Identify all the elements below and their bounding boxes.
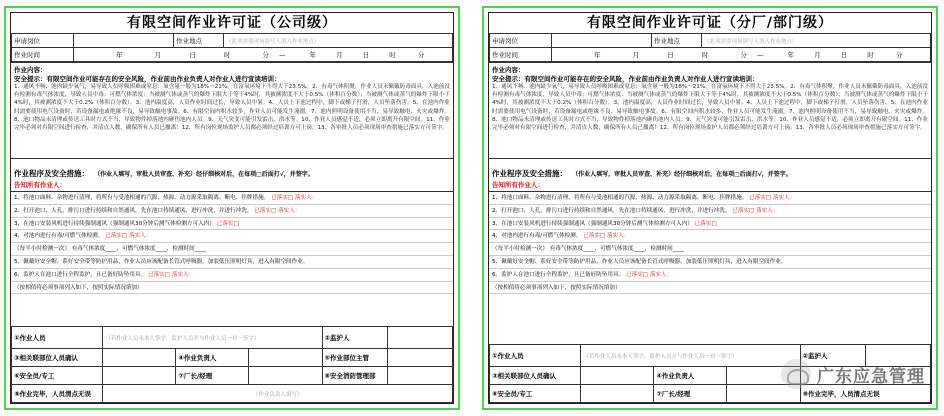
measure-item[interactable]: 6、监护人在池口进行全程监护，且已备好防坠用具。 已落实□ 落实人： <box>489 269 931 282</box>
sig-worker-field[interactable]: （若作业人员未本人签字，监护人员并与作业人员一对一签字） <box>103 327 322 349</box>
sig-finish-field[interactable]: （作业负责人填写） <box>103 385 453 403</box>
measure-item[interactable]: 2、打开池口、人孔，排污口进行持续和自然通风，先在池口持续通风，进行冲洗，并进行冲洗。 已落实□ 落实人： <box>489 205 931 218</box>
permit-sheet <box>10 12 454 404</box>
measure-item[interactable]: 6、监护人在池口进行全程监护，且已备好防坠用具。 已落实□ 落实人： <box>11 269 453 282</box>
permit-sheet <box>488 12 932 404</box>
measure-item[interactable]: 5、佩戴好安全帽、系好安全带等防护用品，作业人员应该配备长管式呼吸器，加装低压照明灯具，进入有限空间作业。 <box>11 256 453 269</box>
sig-leader-label: ④作业负责人 <box>176 349 249 367</box>
label-work-time: 作业时间 <box>12 48 74 62</box>
safety-notice-text: 1、通风不畅、池内缺少氧气，易导致人员呼吸困难或窒息；氧含量一般为18%～21%，在富氧环境下不得大于23.5%。2、有毒气体积聚，作业人员未佩戴防毒面具，入池前没有检测有毒气体浓度，导致人员中毒；可燃气体浓度：当被测气体或蒸气的爆炸下限大于等于4%时，其被测浓度不大于0.5%（体积百分数）；当被测气体或蒸气的爆炸下限小于4%时，其被测浓度不大于0.2%（体积百分数）。3、池内温度高，人员作业时间过长，导致人员中暑。4、人员上下池过程中，脚下或梯子打滑，人员坠落伤害。5、在池内作业时需要使用电气设备时，若设备漏电或绝缘不良，易导致触电事故。6、有限空间内积水较多，作业人员可能发生淹溺。7、池内照明设备使用不当，易导致触电、火灾或爆炸。8、池口物品未清理或传送工具时方式不当，导致物件掉落池内砸伤池内人员。9、天气突变可能引发雷击、洪水等。10、作业人员感觉不适，必须立即离开有限空间。11、作业完毕必须对有限空间进行检查，并清点人数，确保所有人员已撤离！12、所有岗位现场监护人员都必须经过培训方可上岗。13、各审批人员必须现场审查措施已落实方可签字。 <box>492 84 928 132</box>
wechat-icon <box>781 359 811 389</box>
sig-worker-label: ①作业人员 <box>490 345 581 367</box>
sig-safety-mgr-label: ⑧安全消防管理部 <box>322 367 387 385</box>
sig-dept-confirm-field[interactable] <box>103 349 176 367</box>
measures-heading-block <box>489 158 931 191</box>
permit-header-table <box>11 33 453 62</box>
sig-finish-label: ⑨作业完毕，人员清点无误 <box>12 385 103 403</box>
work-location-field[interactable]: （此项需要现场填写人填入作业地点） <box>224 34 453 48</box>
measure-item[interactable]: 4、对池内进行有毒/可燃气体检测。 已落实□ 落实人： <box>11 230 453 243</box>
work-time-field[interactable]: 年 月 日 时 分 — 年 月 日 时 分 <box>74 48 453 62</box>
safety-notice-text: 1、通风不畅、池内缺少氧气，易导致人员呼吸困难或窒息；氧含量一般为18%～21%，在富氧环境下不得大于23.5%。2、有毒气体积聚，作业人员未佩戴防毒面具，入池前没有检测有毒气体浓度，导致人员中毒；可燃气体浓度：当被测气体或蒸气的爆炸下限大于等于4%时，其被测浓度不大于0.5%（体积百分数）；当被测气体或蒸气的爆炸下限小于4%时，其被测浓度不大于0.2%（体积百分数）。3、池内温度高，人员作业时间过长，导致人员中暑。4、人员上下池过程中，脚下或梯子打滑，人员坠落伤害。5、在池内作业时需要使用电气设备时，若设备漏电或绝缘不良，易导致触电事故。6、有限空间内积水较多，作业人员可能发生淹溺。7、池内照明设备使用不当，易导致触电、火灾或爆炸。8、池口物品未清理或传送工具时方式不当，导致物件掉落池内砸伤池内人员。9、天气突变可能引发雷击、洪水等。10、作业人员感觉不适，必须立即离开有限空间。11、作业完毕必须对有限空间进行检查，并清点人数，确保所有人员已撤离！12、所有岗位现场监护人员都必须经过培训方可上岗。13、各审批人员必须现场审查措施已落实方可签字。 <box>14 84 450 132</box>
measure-item[interactable]: （每半小时检测一次） 有毒气体浓度____，可燃气体浓度____，检测时间____ <box>489 243 931 256</box>
measure-item[interactable]: 1、将池口面料、杂物进行清理，将所有与受池相通的汽源、热源、动力源采取隔离、断电、挂牌措施。 已落实□ 落实人： <box>489 192 931 205</box>
sig-dept-confirm-label: ③相关联部位人员确认 <box>490 367 581 385</box>
measures-heading-block <box>11 158 453 191</box>
measure-item[interactable]: 3、在池口安装风机进行持续强制通风（强制通风30分钟后测气体检测方可入内） 已落实□ <box>489 218 931 231</box>
sig-dept-confirm-label: ③相关联部位人员确认 <box>12 349 103 367</box>
sig-leader-field[interactable] <box>249 349 322 367</box>
sig-leader-label: ④作业负责人 <box>654 367 727 385</box>
work-content-label: 作业内容： <box>14 66 47 74</box>
sig-worker-label: ①作业人员 <box>12 327 103 349</box>
sig-factory-mgr-label: ⑦厂长/经理 <box>654 385 727 403</box>
measure-item[interactable]: （按相值将必须事项列入如下，按照实际情况填加） <box>11 282 453 295</box>
work-content-label: 作业内容： <box>492 66 525 74</box>
notice-all-workers: 告知所有作业人： <box>14 181 66 189</box>
safety-notice-heading: 安全提示：有限空间作业可能存在的安全风险，作业前由作业负责人对作业人进行宣读培训： <box>492 75 759 83</box>
sig-dept-head-label: ⑤作业部位主管 <box>322 349 387 367</box>
permit-title: 有限空间作业许可证（分厂/部门级） <box>586 15 834 31</box>
signature-table <box>11 326 453 403</box>
label-work-location: 作业地点 <box>174 34 224 48</box>
permit-header-table <box>489 33 931 62</box>
sig-factory-mgr-field[interactable] <box>249 367 322 385</box>
watermark-text: 广东应急管理 <box>817 366 925 387</box>
safety-section <box>489 62 931 158</box>
measure-item[interactable]: （每半小时检测一次） 有毒气体浓度____，可燃气体浓度____，检测时间____ <box>11 243 453 256</box>
label-work-location: 作业地点 <box>652 34 702 48</box>
measures-subheading: （作业人填写，审批人员审查、补充）经仔细核对后，在每项□后面打√，并签字。 <box>94 171 314 178</box>
measures-heading: 作业程序及安全措施： <box>14 169 89 178</box>
measure-item[interactable]: 5、佩戴好安全帽、系好安全带等防护用品，作业人员应该配备长管式呼吸器，加装低压照明灯具，进入有限空间作业。 <box>489 256 931 269</box>
permit-title: 有限空间作业许可证（公司级） <box>127 15 337 31</box>
sig-guardian-field[interactable] <box>387 327 452 349</box>
measure-item[interactable]: 2、打开池口、人孔，排污口进行持续和自然通风，先在池口持续通风，进行冲洗，并进行冲洗。 已落实□ 落实人： <box>11 205 453 218</box>
work-time-field[interactable]: 年 月 日 时 分 — 年 月 日 时 分 <box>552 48 931 62</box>
sig-safety-staff-label: ⑥安全员/专工 <box>490 385 581 403</box>
measures-list <box>489 191 931 294</box>
sig-worker-field[interactable]: （若作业人员未本人签字，监护人员并与作业人员一对一签字） <box>581 345 800 367</box>
measure-item[interactable]: 3、在池口安装风机进行持续强制通风（强制通风30分钟后测气体检测方可入内） 已落实□ <box>11 218 453 231</box>
notice-all-workers: 告知所有作业人： <box>492 181 544 189</box>
sig-finish-label: ⑨作业完毕，人员清点无误 <box>800 385 930 403</box>
measures-list <box>11 191 453 294</box>
sig-safety-staff-label: ⑥安全员/专工 <box>12 367 103 385</box>
safety-section <box>11 62 453 158</box>
label-apply-post: 申请岗位 <box>12 34 74 48</box>
label-apply-post: 申请岗位 <box>490 34 552 48</box>
apply-post-field[interactable] <box>74 34 174 48</box>
sig-safety-staff-field[interactable] <box>103 367 176 385</box>
measures-heading: 作业程序及安全措施： <box>492 169 567 178</box>
work-location-field[interactable]: （此项需要现场填写人填入作业地点） <box>702 34 931 48</box>
sig-dept-head-field[interactable] <box>387 349 452 367</box>
measure-item[interactable]: 4、对池内进行有毒/可燃气体检测。 已落实□ 落实人： <box>489 230 931 243</box>
watermark <box>781 359 925 389</box>
sig-guardian-label: ②监护人 <box>322 327 387 349</box>
apply-post-field[interactable] <box>552 34 652 48</box>
safety-notice-heading: 安全提示：有限空间作业可能存在的安全风险，作业前由作业负责人对作业人进行宣读培训： <box>14 75 281 83</box>
label-work-time: 作业时间 <box>490 48 552 62</box>
permit-department-level <box>482 6 938 410</box>
measure-item[interactable]: 1、将池口面料、杂物进行清理，将所有与受池相通的汽源、热源、动力源采取隔离、断电、挂牌措施。 已落实□ 落实人： <box>11 192 453 205</box>
measure-item[interactable]: （按相值将必须事项列入如下，按照实际情况填加） <box>489 282 931 295</box>
permit-company-level <box>4 6 460 410</box>
measures-subheading: （作业人填写，审批人员审查、补充）经仔细核对后，在每项□后面打√，并签字。 <box>572 171 792 178</box>
sig-dept-confirm-field[interactable] <box>581 367 654 385</box>
sig-safety-staff-field[interactable] <box>581 385 654 403</box>
sig-factory-mgr-label: ⑦厂长/经理 <box>176 367 249 385</box>
sig-safety-mgr-field[interactable] <box>387 367 452 385</box>
sig-guardian-label: ②监护人 <box>800 345 865 367</box>
